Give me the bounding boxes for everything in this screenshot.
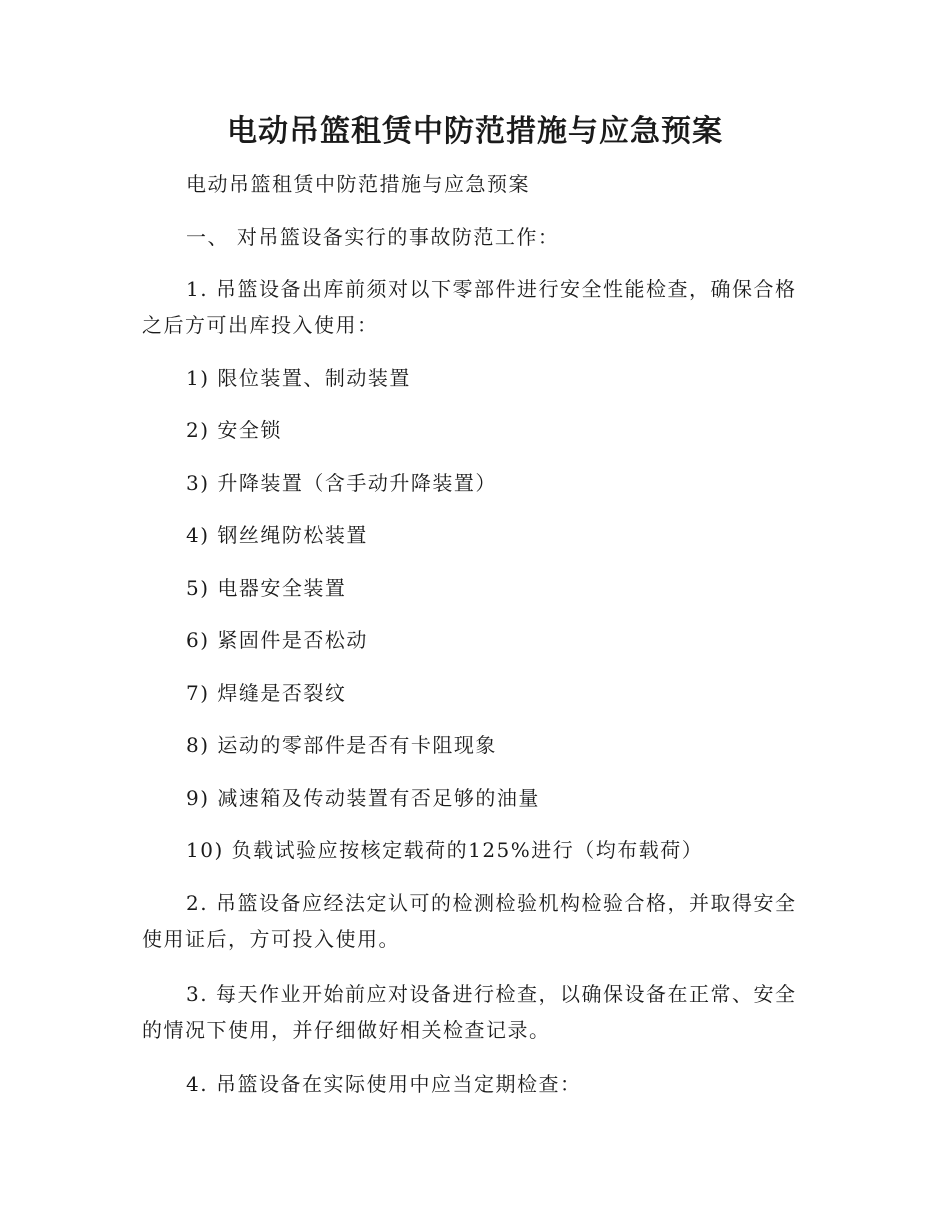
checklist-item-5: 5) 电器安全装置 [186, 576, 347, 600]
item-3-line-1: 3. 每天作业开始前应对设备进行检查，以确保设备在正常、安全 [186, 982, 797, 1006]
item-4-paragraph [142, 1066, 812, 1102]
checklist-item-9: 9) 减速箱及传动装置有否足够的油量 [186, 786, 540, 810]
item-2-line-2: 使用证后，方可投入使用。 [142, 927, 400, 951]
item-4-line-1: 4. 吊篮设备在实际使用中应当定期检查： [186, 1072, 582, 1096]
item-2-paragraph [142, 885, 812, 957]
subtitle-paragraph: 电动吊篮租赁中防范措施与应急预案 [186, 172, 530, 196]
item-3-line-2: 的情况下使用，并仔细做好相关检查记录。 [142, 1018, 551, 1042]
item-1-line-1: 1. 吊篮设备出库前须对以下零部件进行安全性能检查，确保合格 [186, 277, 797, 301]
checklist-item-7: 7) 焊缝是否裂纹 [186, 681, 347, 705]
checklist-item-3: 3) 升降装置（含手动升降装置） [186, 471, 497, 495]
item-3-paragraph [142, 976, 812, 1048]
section-heading: 一、 对吊篮设备实行的事故防范工作： [186, 225, 560, 249]
checklist-item-1: 1) 限位装置、制动装置 [186, 366, 411, 390]
checklist-item-6: 6) 紧固件是否松动 [186, 628, 368, 652]
checklist-item-2: 2) 安全锁 [186, 418, 282, 442]
item-1-line-2: 之后方可出库投入使用： [142, 313, 379, 337]
checklist-item-10: 10) 负载试验应按核定载荷的125%进行（均布载荷） [186, 838, 704, 862]
checklist-item-8: 8) 运动的零部件是否有卡阻现象 [186, 733, 497, 757]
item-1-paragraph [142, 271, 812, 343]
item-2-line-1: 2. 吊篮设备应经法定认可的检测检验机构检验合格，并取得安全 [186, 891, 797, 915]
document-title: 电动吊篮租赁中防范措施与应急预案 [227, 114, 723, 149]
checklist-item-4: 4) 钢丝绳防松装置 [186, 523, 368, 547]
